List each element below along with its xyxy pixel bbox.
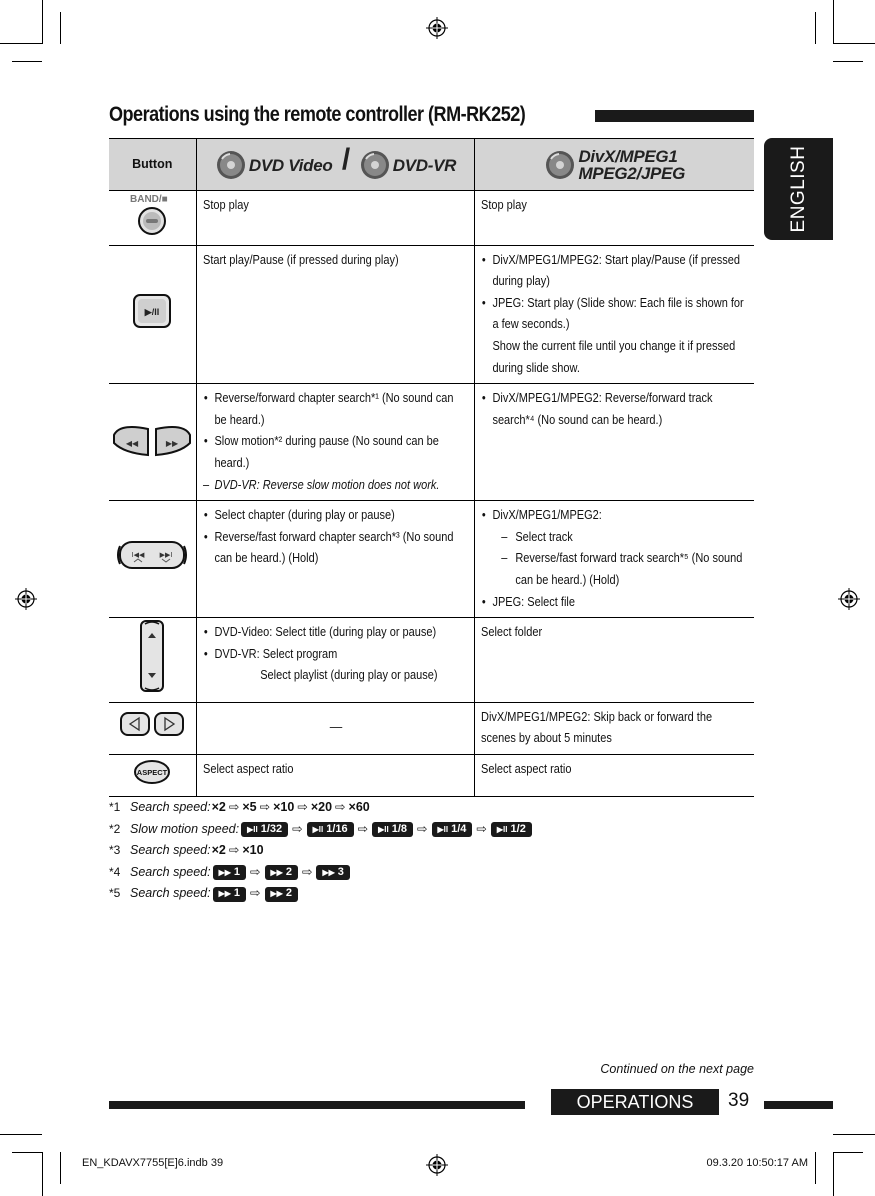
table-row bbox=[109, 702, 754, 754]
crop-mark bbox=[833, 1152, 834, 1196]
table-header-row bbox=[109, 139, 754, 191]
speed-chip: ▶▶ 2 bbox=[265, 887, 298, 902]
footnote-text: Search speed: ×2 ⇨ ×10 bbox=[130, 840, 265, 862]
table-row bbox=[109, 501, 754, 618]
button-cell bbox=[109, 501, 196, 618]
speed-step: 1 bbox=[233, 887, 241, 900]
divx-cell bbox=[474, 618, 754, 703]
table-row bbox=[109, 191, 754, 246]
speed-step: 1/32 bbox=[260, 822, 283, 835]
footnote-text: Search speed: ×2 ⇨ ×5 ⇨ ×10 ⇨ ×20 ⇨ ×60 bbox=[130, 797, 371, 819]
dvd-text: Select aspect ratio bbox=[202, 761, 294, 776]
dvd-list bbox=[203, 622, 468, 665]
list-item: • Reverse/forward chapter search*¹ (No sound can be heard.) bbox=[203, 388, 468, 431]
svg-text:▶▶I: ▶▶I bbox=[159, 552, 173, 560]
divx-list bbox=[481, 250, 749, 380]
list-item: • JPEG: Select file bbox=[481, 592, 749, 614]
dvd-dash-note: – DVD-VR: Reverse slow motion does not work. bbox=[203, 475, 468, 497]
header-dvd bbox=[196, 139, 474, 191]
crop-mark bbox=[12, 1152, 42, 1153]
table-row bbox=[109, 245, 754, 384]
crop-mark bbox=[833, 1152, 863, 1153]
language-tab bbox=[764, 138, 833, 240]
dvd-vr-logo bbox=[360, 150, 456, 180]
footer-bar-left bbox=[109, 1101, 525, 1109]
print-slug-file: EN_KDAVX7755[E]6.indb 39 bbox=[82, 1157, 224, 1169]
sub-item: – Select track bbox=[501, 527, 749, 549]
speed-step: ×2 bbox=[211, 843, 226, 858]
divx-text: Stop play bbox=[480, 198, 527, 212]
band-stop-label: BAND/■ bbox=[130, 194, 168, 205]
registration-mark-icon bbox=[15, 588, 37, 610]
button-cell bbox=[109, 618, 196, 703]
speed-chip: ▶II 1/2 bbox=[491, 822, 532, 837]
dvd-video-label: DVD Video bbox=[248, 155, 333, 175]
page-number: 39 bbox=[728, 1090, 750, 1111]
dvd-cell bbox=[196, 501, 474, 618]
dvd-list bbox=[203, 505, 468, 570]
footer-bar-right bbox=[764, 1101, 833, 1109]
speed-chip: ▶II 1/8 bbox=[372, 822, 413, 837]
play-pause-button-icon bbox=[130, 293, 174, 329]
speed-chip: ▶II 1/32 bbox=[241, 822, 288, 837]
divx-text: Select aspect ratio bbox=[480, 761, 572, 776]
speed-chip: ▶▶ 1 bbox=[213, 887, 246, 902]
dvd-cell bbox=[196, 618, 474, 703]
footnote-mark: *4 bbox=[109, 864, 121, 879]
dvd-list bbox=[203, 388, 468, 474]
divx-cell bbox=[474, 501, 754, 618]
crop-mark bbox=[815, 1152, 816, 1184]
crop-mark bbox=[815, 12, 816, 44]
header-divx bbox=[474, 139, 754, 191]
band-stop-button-icon bbox=[122, 191, 182, 237]
left-right-buttons-icon bbox=[117, 710, 187, 738]
continued-note: Continued on the next page bbox=[600, 1062, 754, 1076]
crop-mark bbox=[833, 1134, 875, 1135]
divx-label bbox=[578, 148, 685, 182]
button-cell bbox=[109, 702, 196, 754]
divx-text: DivX/MPEG1/MPEG2: Skip back or forward the scenes by about 5 minutes bbox=[480, 709, 712, 746]
footnote-2 bbox=[109, 819, 754, 841]
skip-buttons-icon bbox=[116, 538, 188, 572]
speed-chip: ▶II 1/4 bbox=[432, 822, 473, 837]
divx-list bbox=[481, 505, 749, 613]
list-item: • DivX/MPEG1/MPEG2: Start play/Pause (if pressed during play) bbox=[481, 250, 749, 293]
footnotes bbox=[109, 797, 754, 905]
play-pause-label: ▶/II bbox=[145, 306, 160, 317]
table-row bbox=[109, 754, 754, 796]
divx-cell bbox=[474, 754, 754, 796]
speed-step: 3 bbox=[337, 865, 344, 878]
crop-mark bbox=[833, 61, 863, 62]
footnote-1 bbox=[109, 797, 754, 819]
speed-step: ×20 bbox=[310, 800, 333, 814]
footnote-mark: *5 bbox=[109, 886, 121, 901]
footnote-label: Search speed: bbox=[130, 864, 211, 879]
speed-step: 1/4 bbox=[451, 822, 467, 835]
divx-label-line1: DivX/MPEG1 bbox=[578, 146, 678, 166]
speed-step: 1/16 bbox=[326, 822, 348, 835]
divx-cell bbox=[474, 191, 754, 246]
footnote-4 bbox=[109, 862, 754, 884]
svg-text:◀◀: ◀◀ bbox=[126, 439, 139, 449]
footnote-text: Search speed: ▶▶ 1 ⇨ ▶▶ 2 bbox=[130, 883, 300, 905]
list-item-text: DivX/MPEG1/MPEG2: bbox=[491, 508, 602, 523]
speed-step: 1 bbox=[233, 865, 241, 878]
footnote-label: Search speed: bbox=[130, 886, 211, 901]
aspect-label: ASPECT bbox=[137, 767, 168, 777]
disc-icon bbox=[216, 150, 246, 180]
crop-mark bbox=[12, 61, 42, 62]
speed-chip: ▶▶ 3 bbox=[316, 865, 349, 880]
button-cell bbox=[109, 191, 196, 246]
dvd-cell bbox=[196, 384, 474, 501]
list-item: • DVD-VR: Select program bbox=[203, 644, 468, 666]
operations-table bbox=[109, 138, 754, 797]
dvd-cell bbox=[196, 754, 474, 796]
header-button: Button bbox=[109, 139, 196, 191]
footnote-3 bbox=[109, 840, 754, 862]
disc-icon bbox=[545, 150, 575, 180]
list-item: • Slow motion*² during pause (No sound can be heard.) bbox=[203, 431, 468, 474]
divx-text: Select folder bbox=[480, 625, 542, 640]
speed-step: 1/2 bbox=[510, 822, 526, 835]
footnote-mark: *1 bbox=[109, 800, 121, 814]
list-item: • DVD-Video: Select title (during play or pause) bbox=[203, 622, 468, 644]
speed-step: 2 bbox=[285, 887, 292, 900]
aspect-button-icon bbox=[132, 758, 172, 786]
language-tab-label: ENGLISH bbox=[787, 145, 809, 233]
divx-cell bbox=[474, 384, 754, 501]
footnote-5 bbox=[109, 883, 754, 905]
list-item: • DivX/MPEG1/MPEG2: Reverse/forward track search*⁴ (No sound can be heard.) bbox=[481, 388, 749, 431]
button-cell bbox=[109, 384, 196, 501]
crop-mark bbox=[60, 12, 61, 44]
disc-icon bbox=[360, 150, 390, 180]
speed-step: ×60 bbox=[348, 800, 370, 814]
divx-list bbox=[481, 388, 749, 431]
dvd-text: Start play/Pause (if pressed during play) bbox=[202, 252, 399, 267]
dvd-video-logo bbox=[216, 150, 333, 180]
section-label: OPERATIONS bbox=[551, 1089, 719, 1115]
speed-step: 2 bbox=[285, 865, 292, 878]
divx-cell bbox=[474, 702, 754, 754]
dvd-text: Stop play bbox=[202, 198, 249, 212]
footnote-label: Slow motion speed: bbox=[130, 821, 240, 836]
footnote-text: Search speed: ▶▶ 1 ⇨ ▶▶ 2 ⇨ ▶▶ 3 bbox=[130, 862, 352, 884]
speed-step: ×5 bbox=[242, 800, 257, 814]
page-title: Operations using the remote controller (RM-RK252) bbox=[109, 103, 526, 126]
reverse-forward-buttons-icon bbox=[110, 413, 194, 463]
list-item: • Reverse/fast forward chapter search*³ (No sound can be heard.) (Hold) bbox=[203, 527, 468, 570]
crop-mark bbox=[0, 1134, 42, 1135]
crop-mark bbox=[833, 43, 875, 44]
crop-mark bbox=[0, 43, 42, 44]
dvd-cell bbox=[196, 245, 474, 384]
table-row bbox=[109, 384, 754, 501]
button-cell bbox=[109, 754, 196, 796]
speed-chip: ▶▶ 1 bbox=[213, 865, 246, 880]
speed-chip: ▶▶ 2 bbox=[265, 865, 298, 880]
registration-mark-icon bbox=[426, 1154, 448, 1176]
speed-step: ×2 bbox=[211, 800, 226, 814]
dvd-cell bbox=[196, 191, 474, 246]
list-item bbox=[481, 293, 749, 379]
dvd-text: — bbox=[329, 720, 343, 735]
footnote-mark: *3 bbox=[109, 843, 121, 858]
crop-mark bbox=[833, 0, 834, 44]
crop-mark bbox=[42, 0, 43, 44]
table-row bbox=[109, 618, 754, 703]
speed-chip: ▶II 1/16 bbox=[307, 822, 354, 837]
svg-text:▶▶: ▶▶ bbox=[166, 439, 179, 449]
footnote-text: Slow motion speed: ▶II 1/32 ⇨ ▶II 1/16 ⇨ ▶II 1/8 ⇨ ▶II 1/4 ⇨ ▶II 1/2 bbox=[130, 819, 534, 841]
crop-mark bbox=[60, 1152, 61, 1184]
registration-mark-icon bbox=[838, 588, 860, 610]
divx-cell bbox=[474, 245, 754, 384]
up-down-buttons-icon bbox=[136, 618, 168, 694]
button-cell bbox=[109, 245, 196, 384]
footnote-mark: *2 bbox=[109, 821, 121, 836]
print-slug-date: 09.3.20 10:50:17 AM bbox=[706, 1157, 808, 1169]
title-row bbox=[109, 98, 754, 132]
sub-item: – Reverse/fast forward track search*⁵ (No sound can be heard.) (Hold) bbox=[501, 548, 749, 591]
dvd-vr-label: DVD-VR bbox=[392, 155, 457, 175]
registration-mark-icon bbox=[426, 17, 448, 39]
footnote-label: Search speed: bbox=[130, 800, 211, 814]
divx-logo bbox=[545, 148, 685, 182]
divx-label-line2: MPEG2/JPEG bbox=[578, 163, 686, 183]
list-item-continuation: Show the current file until you change it if pressed during slide show. bbox=[491, 338, 735, 375]
dvd-cell bbox=[196, 702, 474, 754]
crop-mark bbox=[42, 1152, 43, 1196]
list-item: • Select chapter (during play or pause) bbox=[203, 505, 468, 527]
header-slash: / bbox=[341, 142, 351, 176]
list-item-text: JPEG: Start play (Slide show: Each file is shown for a few seconds.) bbox=[491, 295, 744, 332]
speed-step: ×10 bbox=[273, 800, 295, 814]
speed-step: ×10 bbox=[242, 843, 264, 858]
title-bar bbox=[595, 110, 754, 122]
list-item-continuation: Select playlist (during play or pause) bbox=[259, 668, 438, 683]
svg-text:I◀◀: I◀◀ bbox=[131, 552, 145, 560]
speed-step: 1/8 bbox=[391, 822, 408, 835]
list-item bbox=[481, 505, 749, 591]
footnote-label: Search speed: bbox=[130, 843, 211, 858]
